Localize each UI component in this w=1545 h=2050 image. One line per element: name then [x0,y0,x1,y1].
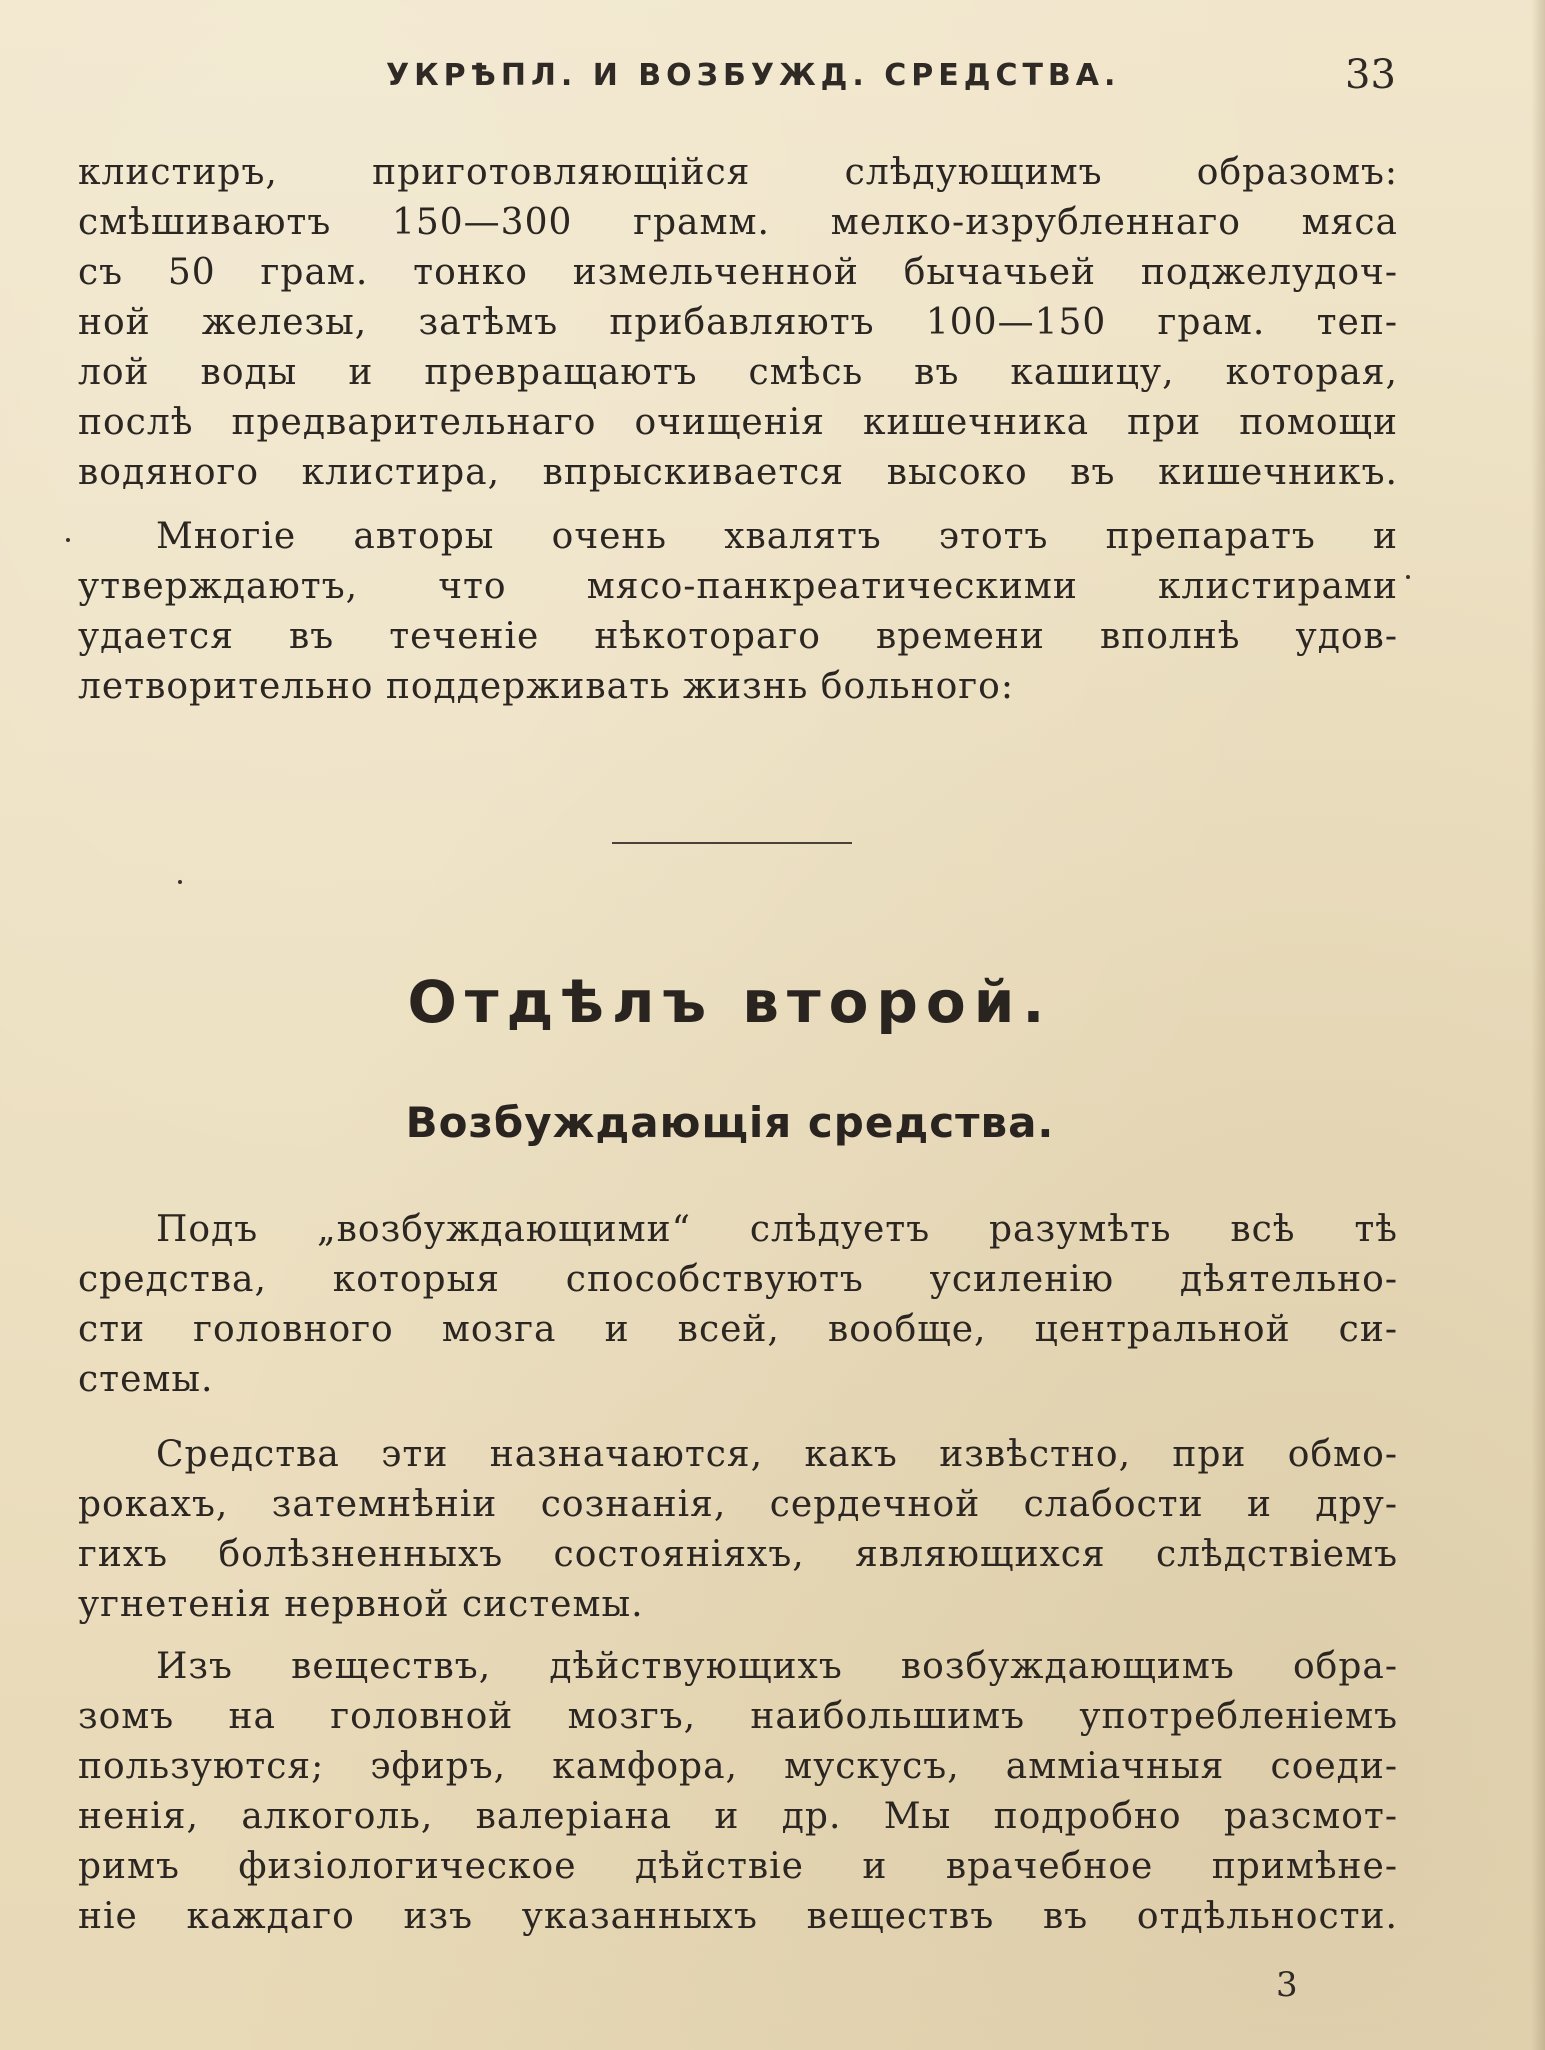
text-line: римъ физіологическое дѣйствіе и врачебное примѣне- [78,1846,1398,1887]
text-line: Многіе авторы очень хвалятъ этотъ препаратъ и [156,516,1398,557]
continuation-paragraph [78,148,1398,498]
section-subtitle: Возбуждающія средства. [405,1098,1055,1147]
text-line: ненія, алкоголь, валеріана и др. Мы подробно разсмот- [78,1796,1398,1837]
text-line: средства, которыя способствуютъ усиленію дѣятельно- [78,1259,1398,1300]
text-line: летворительно поддерживать жизнь больного: [78,666,1014,707]
usage-paragraph [78,1430,1398,1630]
text-line: рокахъ, затемнѣніи сознанія, сердечной слабости и дру- [78,1484,1398,1525]
text-line: смѣшиваютъ 150—300 грамм. мелко-изрубленнаго мяса [78,202,1398,243]
print-speck [178,880,182,884]
text-line: пользуются; эфиръ, камфора, мускусъ, аммiачныя соеди- [78,1746,1398,1787]
signature-mark: 3 [1276,1965,1298,2005]
text-line: Изъ веществъ, дѣйствующихъ возбуждающимъ обра- [156,1646,1398,1687]
text-line: сти головного мозга и всей, вообще, центральной си- [78,1309,1398,1350]
print-speck [66,538,70,542]
text-line: съ 50 грам. тонко измельченной бычачьей поджелудоч- [78,252,1398,293]
text-line: Подъ „возбуждающими“ слѣдуетъ разумѣть всѣ тѣ [156,1209,1398,1250]
text-line: удается въ теченіе нѣкотораго времени вполнѣ удов- [78,616,1398,657]
text-line: зомъ на головной мозгъ, наибольшимъ употребленіемъ [78,1696,1398,1737]
text-line: утверждаютъ, что мясо-панкреатическими клистирами [78,566,1398,607]
text-line: гихъ болѣзненныхъ состояніяхъ, являющихся слѣдствіемъ [78,1534,1398,1575]
definition-paragraph [78,1205,1398,1405]
text-line: ной железы, затѣмъ прибавляютъ 100—150 грам. теп- [78,302,1398,343]
text-line: ніе каждаго изъ указанныхъ веществъ въ отдѣльности. [78,1896,1398,1937]
page-edge-shadow [1531,0,1545,2050]
text-line: угнетенія нервной системы. [78,1584,644,1625]
text-line: клистиръ, приготовляющійся слѣдующимъ образомъ: [78,152,1398,193]
text-line: послѣ предварительнаго очищенія кишечника при помощи [78,402,1398,443]
text-line: стемы. [78,1359,214,1400]
substances-paragraph [78,1642,1398,1942]
text-line: водяного клистира, впрыскивается высоко въ кишечникъ. [78,452,1398,493]
print-speck [1406,575,1410,579]
running-head: УКРѢПЛ. И ВОЗБУЖД. СРЕДСТВА. [386,58,1121,93]
text-line: Средства эти назначаются, какъ извѣстно, при обмо- [156,1434,1398,1475]
section-title: Отдѣлъ второй. [407,968,1053,1036]
authors-paragraph [78,512,1398,712]
page-number: 33 [1345,52,1396,98]
section-divider [612,842,852,844]
text-line: лой воды и превращаютъ смѣсь въ кашицу, которая, [78,352,1398,393]
